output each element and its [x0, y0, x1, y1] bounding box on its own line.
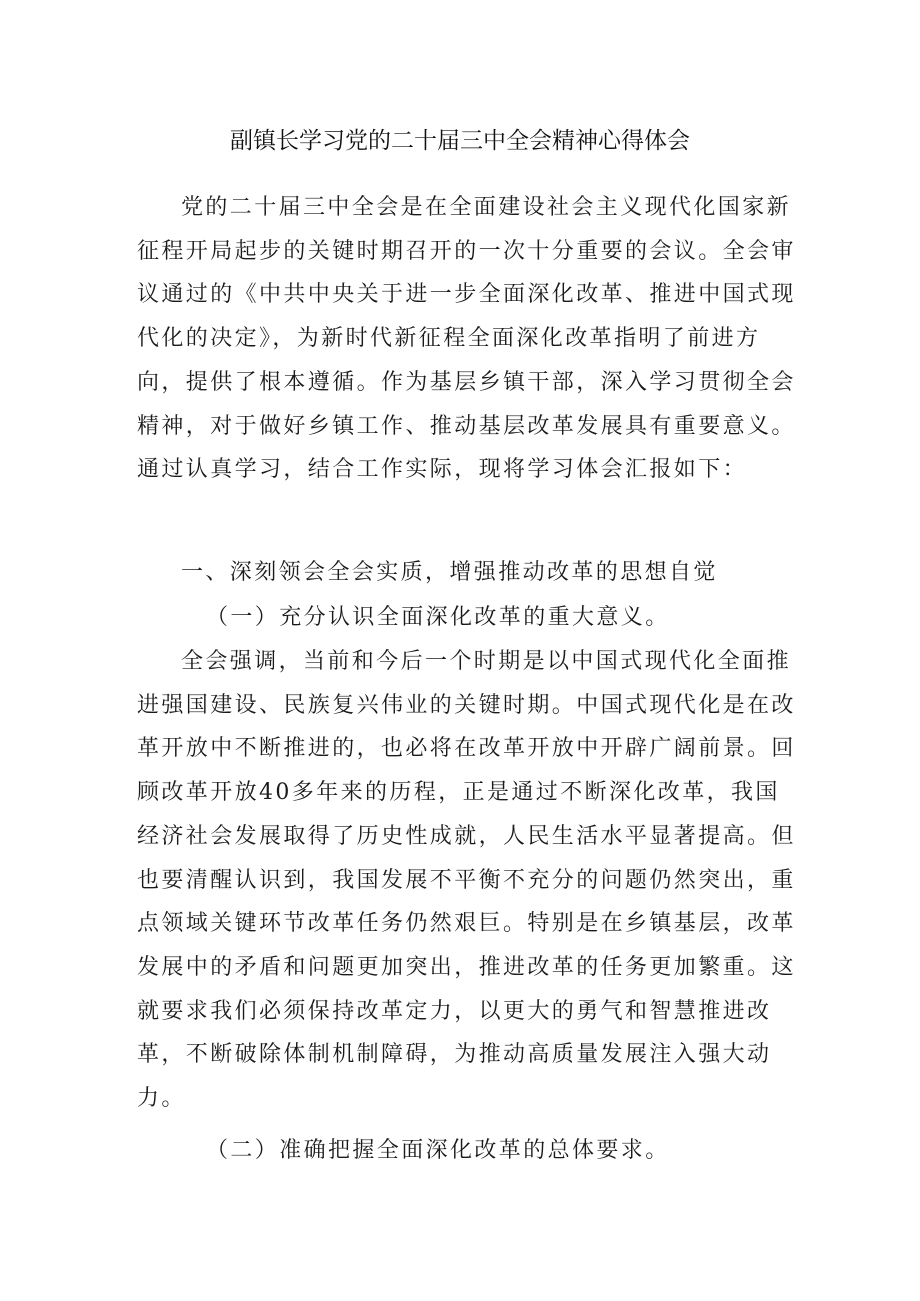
intro-paragraph: 党的二十届三中全会是在全面建设社会主义现代化国家新征程开局起步的关键时期召开的一次十分重要的会议。全会审议通过的《中共中央关于进一步全面深化改革、推进中国式现代化的决定》，为新时代新征程全面深化改革指明了前进方向，提供了根本遵循。作为基层乡镇干部，深入学习贯彻全会精神，对于做好乡镇工作、推动基层改革发展具有重要意义。通过认真学习，结合工作实际，现将学习体会汇报如下：	[137, 195, 796, 483]
subsection-heading-1: （一）充分认识全面深化改革的重大意义。	[206, 605, 670, 630]
section-heading-1: 一、深刻领会全会实质，增强推动改革的思想自觉	[181, 560, 718, 585]
document-title: 副镇长学习党的二十届三中全会精神心得体会	[230, 128, 690, 154]
body-paragraph: 全会强调，当前和今后一个时期是以中国式现代化全面推进强国建设、民族复兴伟业的关键时期。中国式现代化是在改革开放中不断推进的，也必将在改革开放中开辟广阔前景。回顾改革开放40多年来的历程，正是通过不断深化改革，我国经济社会发展取得了历史性成就，人民生活水平显著提高。但也要清醒认识到，我国发展不平衡不充分的问题仍然突出，重点领域关键环节改革任务仍然艰巨。特别是在乡镇基层，改革发展中的矛盾和问题更加突出，推进改革的任务更加繁重。这就要求我们必须保持改革定力，以更大的勇气和智慧推进改革，不断破除体制机制障碍，为推动高质量发展注入强大动力。	[137, 649, 796, 1112]
subsection-heading-2: （二）准确把握全面深化改革的总体要求。	[206, 1138, 670, 1163]
body-paragraph-block	[137, 640, 797, 1121]
intro-paragraph-block	[137, 186, 797, 492]
